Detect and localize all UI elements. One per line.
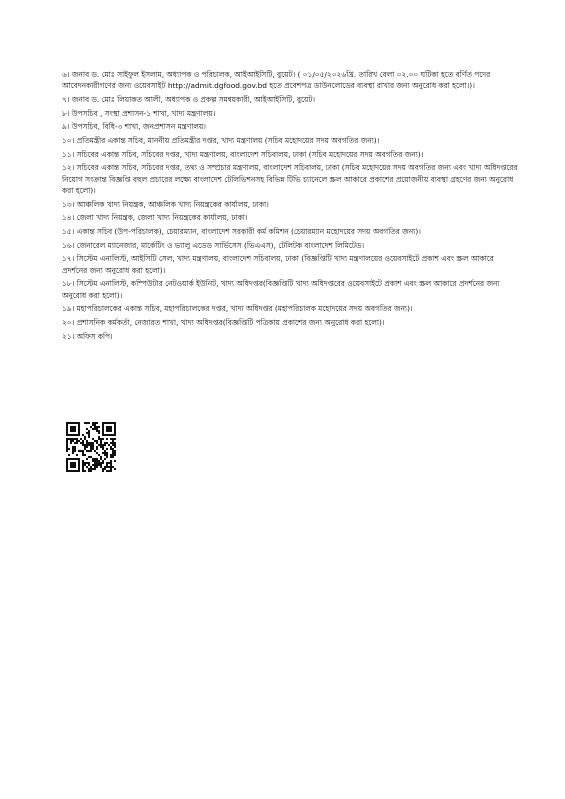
list-item: ২১। অফিস কপি। bbox=[62, 331, 113, 341]
list-item: ১৭। সিস্টেম এনালিস্ট, আইসিটি সেল, খাদ্য মন্ত্রণালয়, বাংলাদেশ সচিবালয়, ঢাকা (বিজ্ঞপ্তিটি খাদ্য মন্ত্রণালয়ের ওয়েবসাইটে প্রকাশ এবং স্ক্রল আকারে প্রদর্শনের জন্য অনুরোধ করা হলো)। bbox=[62, 254, 494, 275]
list-item: ১৮। সিস্টেম এনালিস্ট, কম্পিউটার নেটওয়ার্ক ইউনিট, খাদ্য অধিদপ্তর(বিজ্ঞপ্তিটি খাদ্য অধিদপ্তরের ওয়েবসাইটে প্রকাশ এবং স্ক্রল আকারে প্রদর্শনের জন্য অনুরোধ করা হলো)। bbox=[62, 279, 500, 300]
list-item: ১৬। জেনারেল ম্যানেজার, মার্কেটিং ও ভ্যালু এডেড সার্ভিসেস (ভিএএস), টেলিটক বাংলাদেশ লিমিটেড। bbox=[62, 240, 364, 250]
list-item: ১১। সচিবের একান্ত সচিব, সচিবের দপ্তর, খাদ্য মন্ত্রণালয়, বাংলাদেশ সচিবালয়, ঢাকা (সচিব মহোদয়ের সদয় অবগতির জন্য)। bbox=[62, 149, 424, 159]
qr-code-graphic bbox=[66, 422, 116, 472]
list-item: ৯। উপসচিব, বিধি-৩ শাখা, জনপ্রশাসন মন্ত্রণালয়। bbox=[62, 122, 206, 132]
list-item: ৮। উপসচিব , সংস্থা প্রশাসন-১ শাখা, খাদ্য মন্ত্রণালয়। bbox=[62, 108, 216, 118]
list-item: ১৪। জেলা খাদ্য নিয়ন্ত্রক, জেলা খাদ্য নিয়ন্ত্রকের কার্যালয়, ঢাকা। bbox=[62, 213, 248, 223]
list-item: ৭। জনাব ড. মোঃ লিয়াকত আলী, অধ্যাপক ও প্রকল্প সমন্বয়কারী, আইআইসিটি, বুয়েট। bbox=[62, 94, 316, 104]
list-item: ৬। জনাব ড. মোঃ সাইফুল ইসলাম, অধ্যাপক ও পরিচালক, আইআইসিটি, বুয়েট। ( ০১/০৫/২০২৬খ্রি. তারিখ বেলা ০২.০০ ঘটিকা হতে বর্ণিত পদের আবেদনকারীগণের জন্য ওয়েবসাইট http://admit.dgfood.gov.bd হতে প্রবেশপত্র ডাউনলোডের ব্যবস্থা রাখার জন্য অনুরোধ করা হলো।)। bbox=[62, 70, 491, 91]
list-item: ১২। সচিবের একান্ত সচিব, সচিবের দপ্তর, তথ্য ও সম্প্রচার মন্ত্রণালয়, বাংলাদেশ সচিবালয়, ঢাকা (সচিব মহোদয়ের সদয় অবগতির জন্য এবং খাদ্য অধিদপ্তরের নিয়োগ সংক্রান্ত বিজ্ঞপ্তি বহুল প্রচারের লক্ষ্যে বাংলাদেশ টেলিভিশনসহ বিভিন্ন টিভি চ্যানেলে স্ক্রল আকারে প্রকাশের প্রয়োজনীয় ব্যবস্থা গ্রহণের জন্য অনুরোধ করা হলো)। bbox=[62, 163, 518, 196]
list-item: ১৩। আঞ্চলিক খাদ্য নিয়ন্ত্রক, আঞ্চলিক খাদ্য নিয়ন্ত্রকের কার্যালয়, ঢাকা। bbox=[62, 199, 269, 209]
distribution-list bbox=[62, 69, 520, 344]
list-item: ১০। প্রতিমন্ত্রীর একান্ত সচিব, মাননীয় প্রতিমন্ত্রীর দপ্তর, খাদ্য মন্ত্রণালয় (সচিব মহোদয়ের সদয় অবগতির জন্য)। bbox=[62, 136, 380, 146]
list-item: ১৯। মহাপরিচালকের একান্ত সচিব, মহাপরিচালকের দপ্তর, খাদ্য অধিদপ্তর (মহাপরিচালক মহোদয়ের সদয় অবগতির জন্য)। bbox=[62, 304, 413, 314]
list-item: ১৫। একান্ত সচিব (উপ-পরিচালক), চেয়ারম্যান, বাংলাদেশ সরকারী কর্ম কমিশন (চেয়ারম্যান মহোদয়ের সদয় অবগতির জন্য)। bbox=[62, 227, 421, 237]
qr-code-icon bbox=[66, 422, 116, 472]
list-item: ২০। প্রশাসনিক কর্মকর্তা, নেজারত শাখা, খাদ্য অধিদপ্তর(বিজ্ঞপ্তিটি পত্রিকায় প্রকাশের জন্য অনুরোধ করা হলো)। bbox=[62, 318, 385, 328]
